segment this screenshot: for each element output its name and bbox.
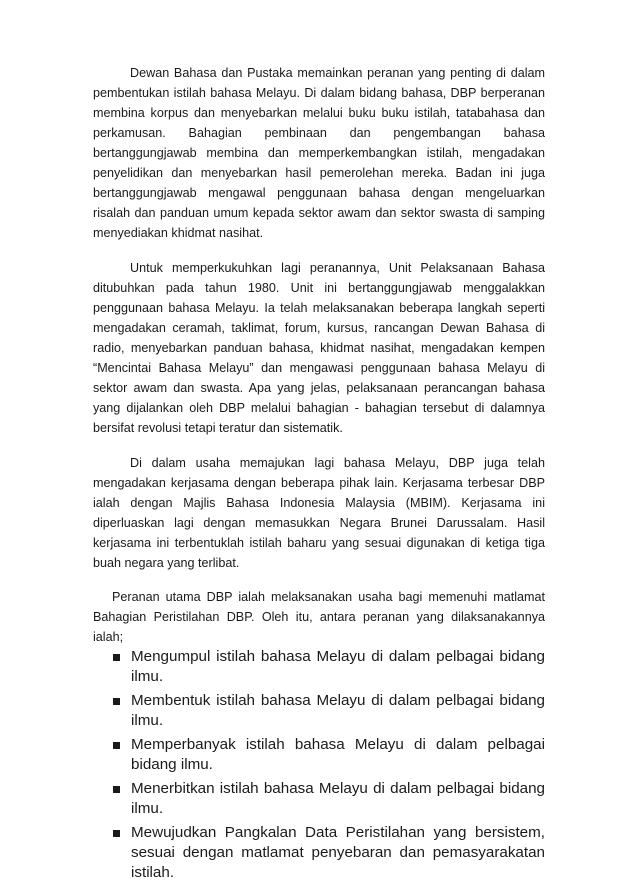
list-item-text: Membentuk istilah bahasa Melayu di dalam pelbagai bidang ilmu. [131, 692, 545, 729]
paragraph-cooperation: Di dalam usaha memajukan lagi bahasa Melayu, DBP juga telah mengadakan kerjasama dengan beberapa pihak lain. Kerjasama terbesar DBP ialah dengan Majlis Bahasa Indonesia Malaysia (MBIM). Kerjasama ini diperluaskan lagi dengan memasukkan Negara Brunei Darussalam. Hasil kerjasama ini terbentuklah istilah baharu yang sesuai digunakan di ketiga tiga buah negara yang terlibat. [93, 456, 545, 570]
list-item [93, 823, 545, 883]
square-bullet-icon [113, 786, 120, 793]
square-bullet-icon [113, 742, 120, 749]
list-item [93, 735, 545, 775]
role-bullet-list [93, 647, 545, 883]
paragraph-dbp-role: Dewan Bahasa dan Pustaka memainkan peranan yang penting di dalam pembentukan istilah bahasa Melayu. Di dalam bidang bahasa, DBP berperanan membina korpus dan menyebarkan melalui buku buku istilah, tatabahasa dan perkamusan. Bahagian pembinaan dan pengembangan bahasa bertanggungjawab membina dan memperkembangkan istilah, mengadakan penyelidikan dan menyebarkan hasil pemerolehan mereka. Badan ini juga bertanggungjawab mengawal penggunaan bahasa dengan mengeluarkan risalah dan panduan umum kepada sektor awam dan sektor swasta di samping menyediakan khidmat nasihat. [93, 66, 545, 240]
square-bullet-icon [113, 830, 120, 837]
list-item-text: Mewujudkan Pangkalan Data Peristilahan yang bersistem, sesuai dengan matlamat penyebaran dan pemasyarakatan istilah. [131, 824, 545, 881]
square-bullet-icon [113, 654, 120, 661]
list-item [93, 779, 545, 819]
list-item-text: Mengumpul istilah bahasa Melayu di dalam pelbagai bidang ilmu. [131, 648, 545, 685]
paragraph-language-unit: Untuk memperkukuhkan lagi peranannya, Unit Pelaksanaan Bahasa ditubuhkan pada tahun 1980. Unit ini bertanggungjawab menggalakkan penggunaan bahasa Melayu. Ia telah melaksanakan beberapa langkah seperti mengadakan ceramah, taklimat, forum, kursus, rancangan Dewan Bahasa di radio, menyebarkan panduan bahasa, khidmat nasihat, mengadakan kempen “Mencintai Bahasa Melayu” dan mengawasi penggunaan bahasa Melayu di sektor awam dan swasta. Apa yang jelas, pelaksanaan perancangan bahasa yang dijalankan oleh DBP melalui bahagian - bahagian tersebut di dalamnya bersifat revolusi tetapi teratur dan sistematik. [93, 261, 545, 435]
list-item-text: Memperbanyak istilah bahasa Melayu di dalam pelbagai bidang ilmu. [131, 736, 545, 773]
list-item-text: Menerbitkan istilah bahasa Melayu di dalam pelbagai bidang ilmu. [131, 780, 545, 817]
square-bullet-icon [113, 698, 120, 705]
paragraph-main-role: Peranan utama DBP ialah melaksanakan usaha bagi memenuhi matlamat Bahagian Peristilahan DBP. Oleh itu, antara peranan yang dilaksanakannya ialah; [93, 590, 545, 644]
list-item [93, 691, 545, 731]
document-page [93, 63, 545, 887]
list-item [93, 647, 545, 687]
